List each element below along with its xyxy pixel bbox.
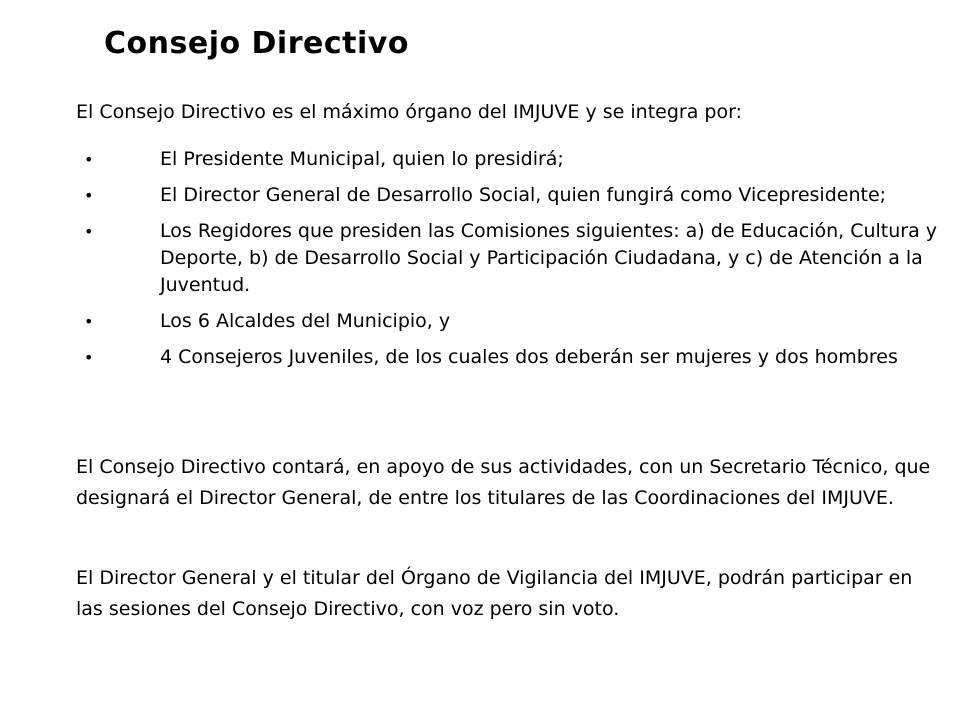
list-item-text: El Director General de Desarrollo Social, quien fungirá como Vicepresidente;: [160, 184, 887, 206]
member-list: [76, 146, 956, 380]
bullet-icon: •: [84, 150, 94, 169]
bullet-icon: •: [84, 186, 94, 205]
list-item: [76, 146, 956, 173]
slide-title: Consejo Directivo: [104, 26, 409, 61]
participation-paragraph: El Director General y el titular del Órgano de Vigilancia del IMJUVE, podrán participar en las sesiones del Consejo Directivo, con voz pero sin voto.: [76, 567, 913, 620]
list-item-text: 4 Consejeros Juveniles, de los cuales dos deberán ser mujeres y dos hombres: [160, 346, 898, 368]
bullet-icon: •: [84, 348, 94, 367]
secretary-paragraph: El Consejo Directivo contará, en apoyo de sus actividades, con un Secretario Técnico, que designará el Director General, de entre los titulares de las Coordinaciones del IMJUVE.: [76, 456, 931, 509]
list-item-text: El Presidente Municipal, quien lo presidirá;: [160, 148, 564, 170]
list-item: [76, 308, 956, 335]
list-item-text: Los Regidores que presiden las Comisiones siguientes: a) de Educación, Cultura y Deporte, b) de Desarrollo Social y Participación Ciudadana, y c) de Atención a la Juventud.: [160, 220, 938, 296]
bullet-icon: •: [84, 312, 94, 331]
list-item: [76, 344, 956, 371]
list-item: [76, 218, 956, 299]
list-item: [76, 182, 956, 209]
bullet-icon: •: [84, 222, 94, 241]
intro-text: El Consejo Directivo es el máximo órgano del IMJUVE y se integra por:: [76, 101, 742, 123]
list-item-text: Los 6 Alcaldes del Municipio, y: [160, 310, 451, 332]
